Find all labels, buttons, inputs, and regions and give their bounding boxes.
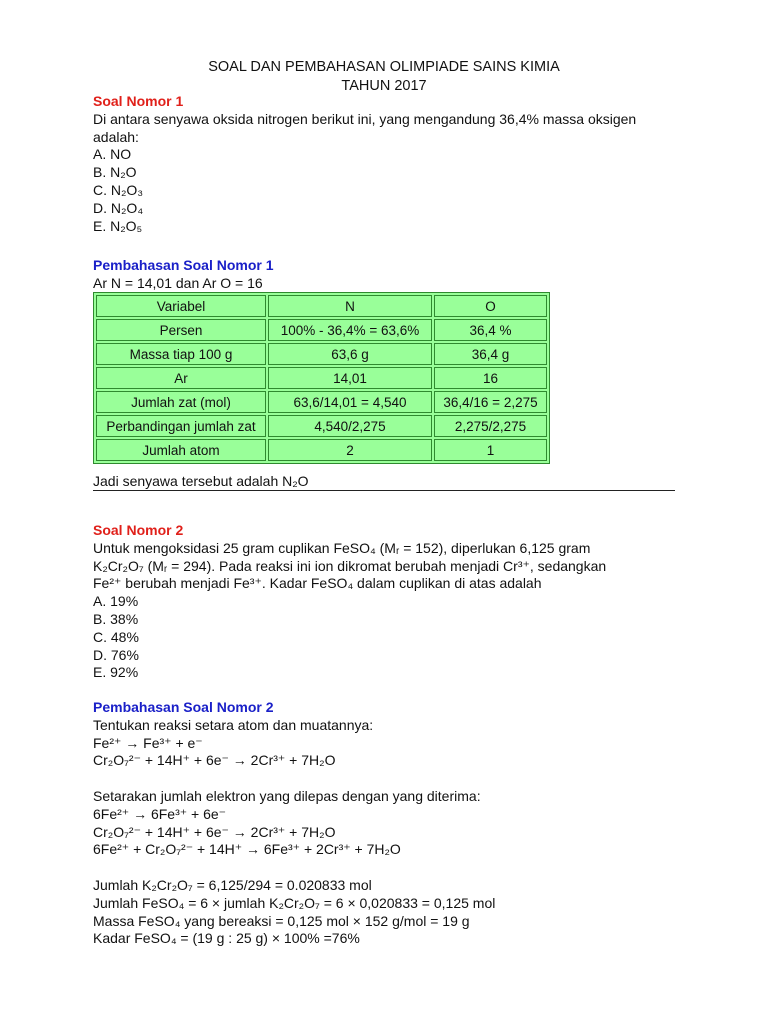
text-line: D. 76% — [93, 646, 139, 663]
table-row — [96, 415, 547, 437]
conclusion-text: Jadi senyawa tersebut adalah N₂O — [93, 473, 309, 489]
table-cell: Jumlah zat (mol) — [96, 391, 266, 413]
table-cell: 63,6 g — [268, 343, 432, 365]
title-line: TAHUN 2017 — [341, 78, 427, 94]
text-line — [93, 770, 693, 788]
calculation-table — [93, 292, 550, 464]
text-line: 6Fe²⁺ → 6Fe³⁺ + 6e⁻ — [93, 805, 227, 822]
text-line: E. N₂O₅ — [93, 217, 143, 234]
soal-1-body — [93, 111, 693, 236]
table-cell: O — [434, 295, 547, 317]
pembahasan-2-heading: Pembahasan Soal Nomor 2 — [93, 699, 274, 715]
text-line: A. NO — [93, 146, 132, 163]
text-line: Cr₂O₇²⁻ + 14H⁺ + 6e⁻ → 2Cr³⁺ + 7H₂O — [93, 823, 336, 840]
pembahasan-1-intro: Ar N = 14,01 dan Ar O = 16 — [93, 274, 263, 291]
title-line: SOAL DAN PEMBAHASAN OLIMPIADE SAINS KIMIA — [208, 59, 560, 75]
table-cell: N — [268, 295, 432, 317]
text-line: A. 19% — [93, 593, 139, 610]
table-row — [96, 391, 547, 413]
text-line: Cr₂O₇²⁻ + 14H⁺ + 6e⁻ → 2Cr³⁺ + 7H₂O — [93, 752, 336, 769]
soal-2-heading: Soal Nomor 2 — [93, 522, 184, 538]
pembahasan-2-body — [93, 717, 693, 948]
text-line: Massa FeSO₄ yang bereaksi = 0,125 mol × 152 g/mol = 19 g — [93, 912, 470, 929]
text-line: C. N₂O₃ — [93, 181, 144, 198]
table-cell: Persen — [96, 319, 266, 341]
text-line: Untuk mengoksidasi 25 gram cuplikan FeSO₄ (Mᵣ = 152), diperlukan 6,125 gram — [93, 539, 591, 556]
soal-1 — [93, 93, 693, 235]
table-row — [96, 367, 547, 389]
table-cell: Perbandingan jumlah zat — [96, 415, 266, 437]
table-cell: 16 — [434, 367, 547, 389]
text-line: Setarakan jumlah elektron yang dilepas dengan yang diterima: — [93, 787, 481, 804]
text-line: Fe²⁺ → Fe³⁺ + e⁻ — [93, 734, 203, 751]
text-line: Tentukan reaksi setara atom dan muatannya: — [93, 716, 374, 733]
table-row — [96, 439, 547, 461]
table-row — [96, 343, 547, 365]
text-line: Jumlah K₂Cr₂O₇ = 6,125/294 = 0.020833 mol — [93, 876, 372, 893]
table-cell: 36,4 g — [434, 343, 547, 365]
table-cell: 36,4/16 = 2,275 — [434, 391, 547, 413]
text-line: E. 92% — [93, 664, 139, 681]
table-cell: 14,01 — [268, 367, 432, 389]
text-line: 6Fe²⁺ + Cr₂O₇²⁻ + 14H⁺ → 6Fe³⁺ + 2Cr³⁺ + 7H₂O — [93, 841, 401, 858]
soal-1-heading: Soal Nomor 1 — [93, 93, 184, 109]
text-line: adalah: — [93, 128, 139, 145]
text-line: C. 48% — [93, 628, 139, 645]
table-cell: Variabel — [96, 295, 266, 317]
table-cell: 2 — [268, 439, 432, 461]
table-cell: 63,6/14,01 = 4,540 — [268, 391, 432, 413]
table-header-row — [96, 295, 547, 317]
table-cell: 1 — [434, 439, 547, 461]
pembahasan-1 — [93, 257, 693, 293]
text-line: Jumlah FeSO₄ = 6 × jumlah K₂Cr₂O₇ = 6 × 0,020833 = 0,125 mol — [93, 894, 496, 911]
table-cell: 36,4 % — [434, 319, 547, 341]
text-line: B. N₂O — [93, 164, 137, 181]
soal-2 — [93, 522, 693, 682]
table-cell: Ar — [96, 367, 266, 389]
table-cell: Massa tiap 100 g — [96, 343, 266, 365]
table-cell: 2,275/2,275 — [434, 415, 547, 437]
text-line: B. 38% — [93, 610, 139, 627]
text-line: Di antara senyawa oksida nitrogen berikut ini, yang mengandung 36,4% massa oksigen — [93, 110, 637, 127]
text-line: K₂Cr₂O₇ (Mᵣ = 294). Pada reaksi ini ion dikromat berubah menjadi Cr³⁺, sedangkan — [93, 557, 607, 574]
divider — [93, 490, 675, 491]
table-cell: 4,540/2,275 — [268, 415, 432, 437]
pembahasan-2 — [93, 699, 693, 948]
conclusion-1 — [93, 473, 693, 491]
table-cell: 100% - 36,4% = 63,6% — [268, 319, 432, 341]
text-line: Kadar FeSO₄ = (19 g : 25 g) × 100% =76% — [93, 930, 360, 947]
text-line — [93, 859, 693, 877]
document-title — [0, 58, 768, 96]
table-cell: Jumlah atom — [96, 439, 266, 461]
text-line: D. N₂O₄ — [93, 199, 144, 216]
text-line: Fe²⁺ berubah menjadi Fe³⁺. Kadar FeSO₄ dalam cuplikan di atas adalah — [93, 575, 542, 592]
table-row — [96, 319, 547, 341]
soal-2-body — [93, 540, 693, 682]
pembahasan-1-heading: Pembahasan Soal Nomor 1 — [93, 257, 274, 273]
